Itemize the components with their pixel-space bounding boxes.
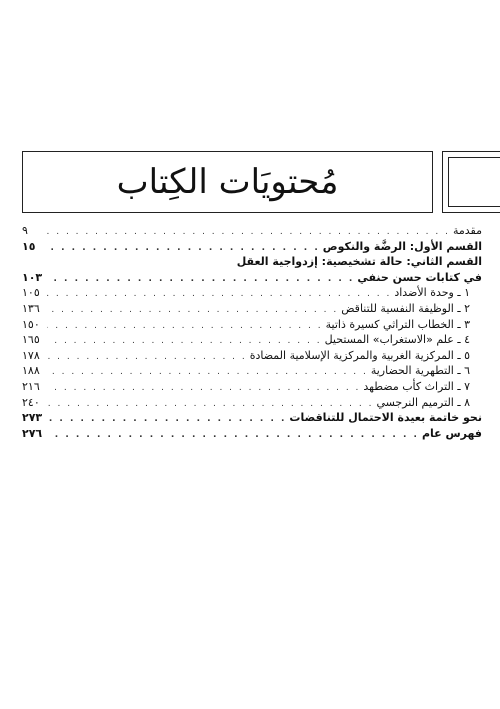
toc-entry-title: ٥ ـ المركزية الغربية والمركزية الإسلامية المضادة [249,348,470,362]
page-title: مُحتويَات الكِتاب [116,162,339,202]
table-of-contents [22,223,482,441]
toc-entry-title: ٨ ـ الترميم النرجسي [376,395,470,409]
leader-dots [47,287,391,303]
leader-dots [47,350,247,366]
toc-page-number: ٢٧٣ [22,411,43,425]
toc-entry [22,348,482,364]
leader-dots [47,319,323,335]
toc-entry [22,301,482,317]
toc-page-number: ١٧٨ [22,348,40,362]
toc-entry [22,410,482,426]
toc-entry-title: ٣ ـ الخطاب التراثي كسيرة ذاتية [325,317,470,331]
toc-page-number: ٢٧٦ [22,426,43,440]
toc-entry [22,254,482,270]
toc-entry-title: ٦ ـ التطهرية الحضارية [370,364,470,378]
leader-dots [47,428,419,444]
toc-entry [22,317,482,333]
toc-page-number: ١٨٨ [22,364,40,378]
leader-dots [47,272,354,288]
toc-entry-title: ٢ ـ الوظيفة النفسية للتناقض [341,301,470,315]
leader-dots [47,412,286,428]
toc-entry [22,395,482,411]
toc-page-number: ٩ [22,224,28,237]
toc-entry [22,426,482,442]
toc-entry [22,379,482,395]
toc-page-number: ١٥٠ [22,317,40,331]
toc-page-number: ١٠٣ [22,270,43,284]
toc-page-number: ١٦٥ [22,333,40,347]
toc-entry-title: نحو خاتمة بعيدة الاحتمال للتناقضات [289,411,482,425]
title-frame [22,151,433,213]
toc-entry [22,223,482,239]
leader-dots [47,303,338,319]
toc-entry-title: ٤ ـ علم «الاستغراب» المستحيل [324,333,470,347]
toc-entry-title: القسم الأول: الرضَّة والنكوص [322,239,482,253]
toc-entry-title: ٧ ـ التراث كأب مضطهد [363,379,470,393]
toc-entry [22,363,482,379]
toc-entry-title: القسم الثاني: حالة تشخيصية: إزدواجية العقل [236,255,482,269]
toc-page-number: ١٣٦ [22,301,40,315]
toc-entry-title: فهرس عام [421,426,482,440]
toc-entry-title: ١ ـ وحدة الأضداد [394,286,470,300]
toc-page-number: ١٠٥ [22,286,40,300]
toc-entry [22,285,482,301]
toc-entry-title: في كتابات حسن حنفي [357,270,482,284]
toc-entry-title: مقدمة [452,224,482,237]
toc-page-number: ١٥ [22,239,36,253]
toc-entry [22,239,482,255]
toc-page-number: ٢١٦ [22,379,40,393]
leader-dots [47,365,368,381]
leader-dots [47,381,360,397]
toc-entry [22,270,482,286]
decorative-corner-frame [442,151,500,213]
toc-page-number: ٢٤٠ [22,395,40,409]
toc-entry [22,332,482,348]
